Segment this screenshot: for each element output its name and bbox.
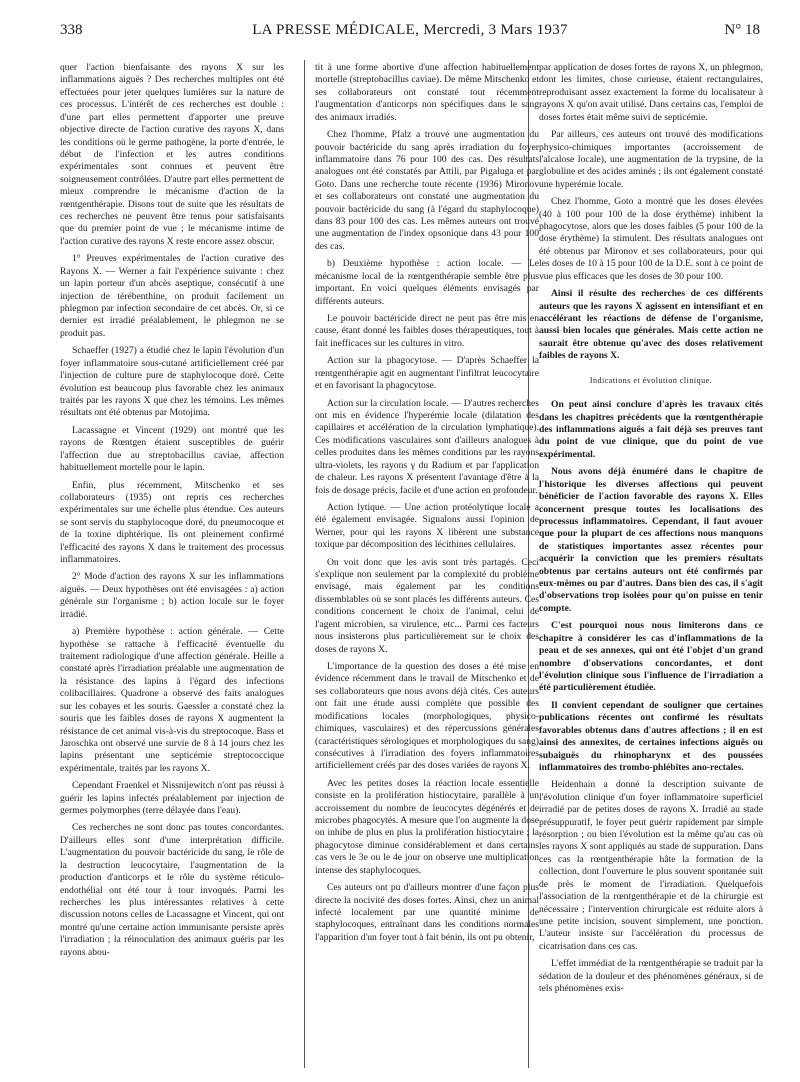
paragraph: Cependant Fraenkel et Nissnijewitch n'ont pas réussi à guérir les lapins infectés préalablement par injection de germes polymorphes (terre délayée dans l'eau). — [60, 780, 284, 817]
paragraph: Heidenhain a donné la description suivante de l'évolution clinique d'un foyer inflammatoire superficiel irradié par de petites doses de rayons X. Irradié au stade présuppuratif, le foyer peut guérir rapidement par simple résorption ; ou bien l'évolution est la même qu'au cas où les rayons X sont appliqués au stade de suppuration. Dans ces cas la rœntgenthérapie hâte la formation de la collection, dont l'ouverture le plus souvent spontanée suit de près le moment de l'irradiation. Quelquefois l'association de la rœntgenthérapie et de la chirurgie est nécessaire ; l'intervention chirurgicale est réduite alors à une petite incision, souvent simplement, une ponction. L'auteur insiste sur l'accélération du processus de cicatrisation dans ces cas. — [539, 779, 763, 952]
column-left — [60, 62, 284, 1067]
paragraph: Action sur la phagocytose. — D'après Schaeffer la rœntgenthérapie agit en augmentant l'infiltrat leucocytaire et en favorisant la phagocytose. — [315, 355, 539, 392]
paragraph: On peut ainsi conclure d'après les travaux cités dans les chapitres précédents que la rœntgenthérapie des inflammations aiguës a fait déjà ses preuves tant du point de vue clinique, que du point de vue expérimental. — [539, 399, 763, 460]
paragraph: On voit donc que les avis sont très partagés. Ceci s'explique non seulement par la complexité du problème envisagé, mais également par les conditions dissemblables où se sont placés les différents auteurs. Ces conditions concernent le choix de l'animal, celui de l'agent microbien, sa virulence, etc... Parmi ces facteurs nous insisterons plus particulièrement sur le choix des doses de rayons X. — [315, 556, 539, 655]
paragraph: C'est pourquoi nous nous limiterons dans ce chapitre à considérer les cas d'inflammations de la peau et de ses annexes, qui ont été l'objet d'un grand nombre d'observations concordantes, et dont l'évolution clinique sous l'influence de l'irradiation a été particulièrement étudiée. — [539, 620, 763, 694]
paragraph: Ces auteurs ont pu d'ailleurs montrer d'une façon plus directe la nocivité des doses fortes. Ainsi, chez un animal infecté localement par une quantité minime de staphylocoques, entraînant dans les conditions normales l'apparition d'un foyer tout à fait bénin, ils ont pu obtenir, — [315, 882, 539, 943]
column-right — [539, 62, 763, 1067]
paragraph: Action lytique. — Une action protéolytique locale a été également envisagée. Signalons aussi l'opinion de Werner, pour qui les rayons X libèrent une substance toxique par décomposition des lécithines cellulaires. — [315, 501, 539, 551]
paragraph: Par ailleurs, ces auteurs ont trouvé des modifications physico-chimiques importantes (accroissement de l'alcalose locale), une augmentation de la trypsine, de la globuline et des acides aminés ; ils ont également constaté une hyperémie locale. — [539, 129, 763, 190]
issue-number: N° 18 — [724, 22, 760, 38]
paragraph: Le pouvoir bactéricide direct ne peut pas être mis en cause, étant donné les faibles doses thérapeutiques, tout à fait inefficaces sur les cultures in vitro. — [315, 313, 539, 349]
paragraph: b) Deuxième hypothèse : action locale. — Le mécanisme local de la rœntgenthérapie semble être plus important. En voici quelques éléments envisagés par différents auteurs. — [315, 258, 539, 307]
section-heading: Indications et évolution clinique. — [589, 375, 713, 385]
paragraph: 2° Mode d'action des rayons X sur les inflammations aiguës. — Deux hypothèses ont été envisagées : a) action générale sur l'organisme ; b) action locale sur le foyer irradié. — [60, 571, 284, 620]
page-header — [60, 22, 760, 46]
paragraph: par application de doses fortes de rayons X, un phlegmon, dont les limites, chose curieuse, étaient rectangulaires, reproduisant assez exactement la forme du localisateur à rayons X qu'on avait utilisé. Dans certains cas, l'emploi de doses fortes était même suivi de septicémie. — [539, 62, 763, 123]
paragraph: a) Première hypothèse : action générale. — Cette hypothèse se rattache à l'efficacité éventuelle du traitement radiologique d'une affection générale. Heille a constaté après l'irradiation préalable une augmentation de la résistance des lapins à l'égard des infections colibacillaires. Quadrone a observé des faits analogues sur les cobayes et les souris. Gaessler a constaté chez la souris que les faibles doses de rayons X augmentent la résistance de cet animal vis-à-vis du streptocoque. Bass et Jaroschka ont observé une survie de 8 à 14 jours chez les lapins présentant une septicémie streptococcique expérimentale, traités par les rayons X. — [60, 626, 284, 774]
journal-title: LA PRESSE MÉDICALE, Mercredi, 3 Mars 1937 — [252, 22, 568, 38]
paragraph: Ainsi il résulte des recherches de ces différents auteurs que les rayons X agissent en intensifiant et en accélérant les réactions de défense de l'organisme, aussi bien locales que générales. Mais cette action ne saurait être obtenue qu'avec des doses relativement faibles de rayons X. — [539, 288, 763, 362]
paragraph: Action sur la circulation locale. — D'autres recherches ont mis en évidence l'hyperémie locale (dilatation des capillaires et accélération de la circulation lymphatique). Ces modifications vasculaires sont d'ailleurs analogues à celles produites dans les mêmes conditions par les rayons ultra-violets, les rayons γ du Radium et par l'application de chaleur. Les rayons X présentent l'avantage d'être à la fois de dosage précis, facile et d'une action en profondeur. — [315, 397, 539, 496]
paragraph: L'importance de la question des doses a été mise en évidence récemment dans le travail de Mitschenko et de ses collaborateurs que nous avons déjà cités. Ces auteurs ont fait une étude aussi complète que possible des modifications locales (morphologiques, physico-chimiques, vasculaires) et des répercussions générales (caractéristiques sérologiques et morphologiques du sang) consécutives à l'irradiation des foyers inflammatoires artificiellement créés par des doses variées de rayons X. — [315, 660, 539, 772]
column-divider — [304, 60, 305, 1068]
column-middle — [315, 62, 539, 1067]
paragraph: L'effet immédiat de la rœntgenthérapie se traduit par la sédation de la douleur et des phénomènes généraux, si de tels phénomènes exis- — [539, 958, 763, 995]
paragraph: quer l'action bienfaisante des rayons X sur les inflammations aiguës ? Des recherches multiples ont été effectuées pour jeter quelques lumières sur la nature de ces processus. L'intérêt de ces recherches est double : d'une part elles permettent d'apporter une preuve objective directe de l'action curative des rayons X, dans les conditions où le germe pathogène, la porte d'entrée, le début de l'infection et les autres conditions expérimentales sont connues et peuvent être soigneusement contrôlées. D'autre part elles permettent de mieux comprendre le mécanisme d'action de la rœntgenthérapie. Disons tout de suite que les résultats de ces recherches ne peuvent être tenus pour satisfaisants que du premier point de vue ; le mécanisme intime de l'action curative des rayons X reste encore assez obscur. — [60, 62, 284, 247]
paragraph: Enfin, plus récemment, Mitschenko et ses collaborateurs (1935) ont repris ces recherches expérimentales sur une échelle plus étendue. Ces auteurs se sont servis du staphylocoque doré, du pneumocoque et de la toxine diphtérique. Ils ont pleinement confirmé l'efficacité des rayons X dans le traitement des processus inflammatoires. — [60, 479, 284, 566]
paragraph: Il convient cependant de souligner que certaines publications récentes ont confirmé les résultats favorables obtenus dans d'autres affections ; il en est ainsi des annexites, de certaines infections aiguës ou subaiguës du rhinopharynx et des poussées inflammatoires des trombo-phlébites ano-rectales. — [539, 699, 763, 773]
paragraph: 1° Preuves expérimentales de l'action curative des Rayons X. — Werner a fait l'expérience suivante : chez un lapin porteur d'un abcès aseptique, consécutif à une injection de térébenthine, on produit facilement un phlegmon par infection secondaire de cet abcès. Or, si ce dernier est irradié préalablement, le phlegmon ne se produit pas. — [60, 253, 284, 339]
paragraph: Lacassagne et Vincent (1929) ont montré que les rayons de Rœntgen étaient susceptibles de guérir l'affection due au streptobacillus caviae, affection habituellement mortelle pour le lapin. — [60, 424, 284, 474]
page-number: 338 — [60, 22, 83, 38]
paragraph: Ces recherches ne sont donc pas toutes concordantes. D'ailleurs elles sont d'une interprétation difficile. L'augmentation du pouvoir bactéricide du sang, le rôle de la destruction leucocytaire, l'augmentation de la production d'anticorps et le rôle du système réticulo-endothélial ont été tour à tour invoqués. Parmi les recherches les plus intéressantes relatives à cette discussion notons celles de Lacassagne et Vincent, qui ont montré qu'une certaine action immunisante persiste après l'irradiation ; la réinoculation des animaux guéris par les rayons abou- — [60, 822, 284, 958]
paragraph: Nous avons déjà énuméré dans le chapitre de l'historique les diverses affections qui peuvent bénéficier de l'action favorable des rayons X. Elles concernent presque toutes les localisations des processus inflammatoires. Cependant, il faut avouer que pour la plupart de ces affections nous manquons de statistiques importantes assez récentes pour acquérir la conviction que les premiers résultats obtenus par certains auteurs ont été confirmés par eux-mêmes ou par d'autres. Dans bien des cas, il s'agit d'observations trop isolées pour qu'on puisse en tenir compte. — [539, 466, 763, 614]
paragraph: Chez l'homme, Goto a montré que les doses élevées (40 à 100 pour 100 de la dose érythème) inhibent la phagocytose, alors que les doses faibles (5 pour 100 de la dose érythème) la stimulent. Des résultats analogues ont été obtenus par Mironov et ses collaborateurs, pour qui les doses de 10 à 15 pour 100 de la D.E. sont à ce point de vue plus efficaces que les doses de 30 pour 100. — [539, 196, 763, 282]
paragraph: Avec les petites doses la réaction locale essentielle consiste en la prolifération histiocytaire, parallèle à un accroissement du nombre de leucocytes dégénérés et de microbes phagocytés. A mesure que l'on augmente la dose on inhibe de plus en plus la prolifération histiocytaire ; la phagocytose diminue considérablement et dans certains cas vers le 3e ou le 4e jour on observe une multiplication intense des staphylocoques. — [315, 777, 539, 876]
paragraph: Chez l'homme, Pfalz a trouvé une augmentation du pouvoir bactéricide du sang après irradiation du foyer inflammatoire dans 76 pour 100 des cas. Des résultats analogues ont été constatés par Attili, par Pigaluga et par Goto. Dans une recherche toute récente (1936) Mironov et ses collaborateurs ont constaté une augmentation du pouvoir bactéricide du sang (à l'égard du staphylocoque) dans 83 pour 100 des cas. Les mêmes auteurs ont trouvé une augmentation de l'index opsonique dans 43 pour 100 des cas. — [315, 129, 539, 252]
paragraph: tit à une forme abortive d'une affection habituellement mortelle (streptobacillus caviae). De même Mitschenko et ses collaborateurs ont constaté tout récemment l'augmentation d'anticorps non spécifiques dans le sang des animaux irradiés. — [315, 62, 539, 123]
paragraph: Schaeffer (1927) a étudié chez le lapin l'évolution d'un foyer inflammatoire sous-cutané artificiellement créé par l'injection de culture pure de staphylocoque doré. Cette évolution est beaucoup plus favorable chez les animaux traités par les rayons X que chez les témoins. Les mêmes résultats ont été obtenus par Motojima. — [60, 345, 284, 419]
